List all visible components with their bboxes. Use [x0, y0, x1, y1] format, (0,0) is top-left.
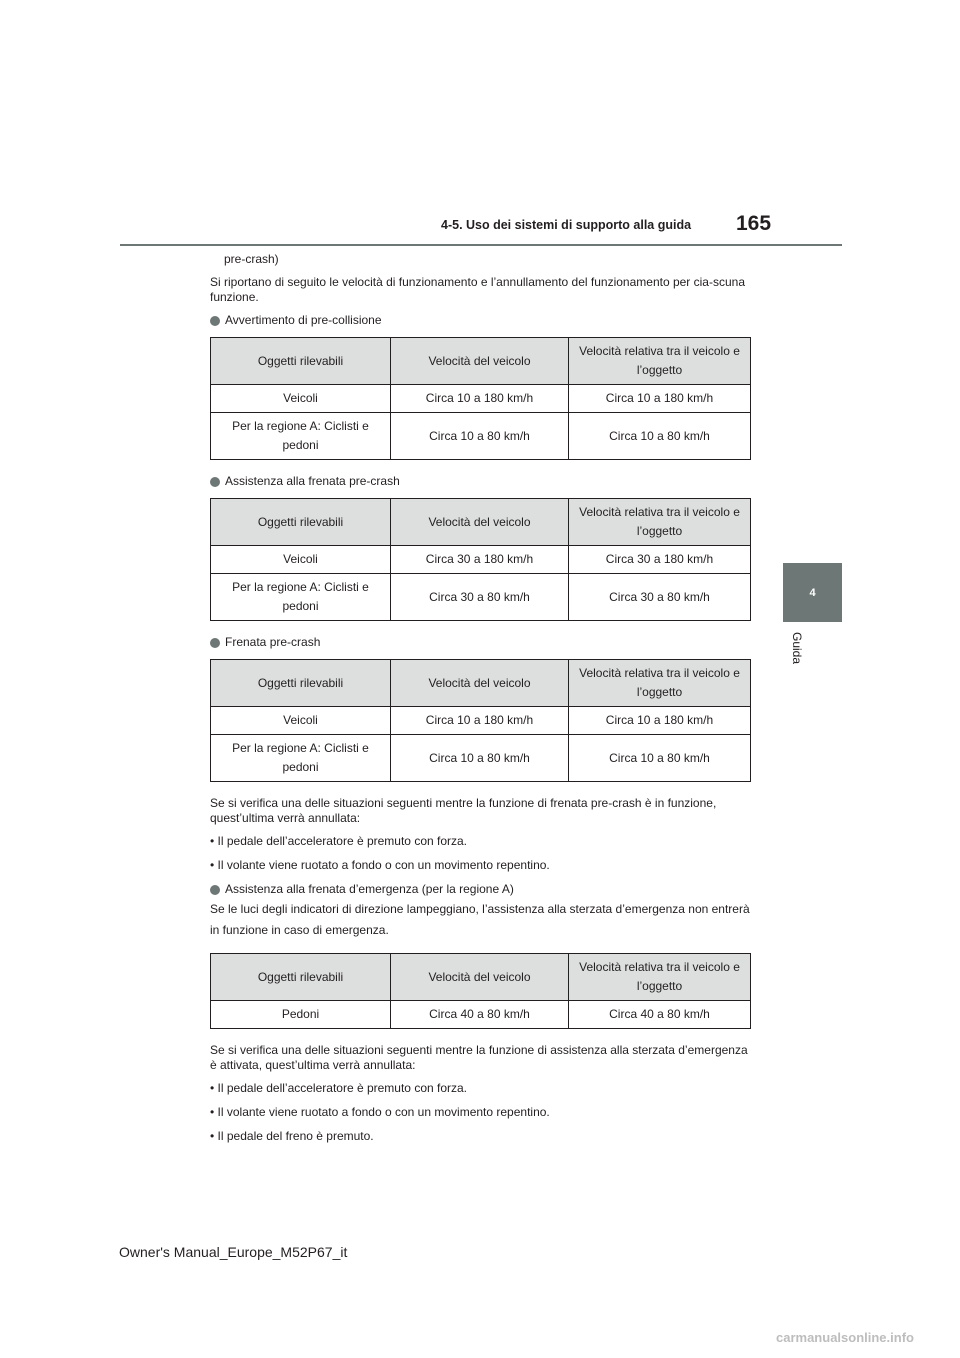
table-row [211, 735, 751, 782]
page-content [210, 252, 755, 1153]
section-heading-pre-collision-warning [210, 313, 755, 328]
table-row [211, 1001, 751, 1029]
header-detectable-objects: Oggetti rilevabili [211, 499, 391, 546]
page-number: 165 [736, 212, 772, 235]
header-detectable-objects: Oggetti rilevabili [211, 660, 391, 707]
bullet-dot-icon [210, 477, 220, 487]
table-cell: Per la regione A: Ciclisti e pedoni [211, 574, 391, 621]
section-heading-text: Assistenza alla frenata pre-crash [225, 474, 400, 488]
header-relative-speed: Velocità relativa tra il veicolo e l’oggetto [569, 954, 751, 1001]
section-heading-pre-crash-brake-assist [210, 474, 755, 489]
table-cell: Circa 30 a 180 km/h [569, 546, 751, 574]
header-divider [120, 244, 842, 246]
table-cell: Veicoli [211, 546, 391, 574]
table-cell: Circa 40 a 80 km/h [391, 1001, 569, 1029]
intro-text: Si riportano di seguito le velocità di funzionamento e l’annullamento del funzionamento per cia-scuna funzione. [210, 275, 745, 304]
table-cell: Circa 10 a 180 km/h [569, 385, 751, 413]
table-cell: Circa 10 a 180 km/h [391, 385, 569, 413]
table-cell: Circa 40 a 80 km/h [569, 1001, 751, 1029]
chapter-label: Guida [790, 632, 804, 665]
list-item: • Il pedale dell’acceleratore è premuto con forza. [210, 1081, 468, 1095]
table-cell: Circa 10 a 180 km/h [391, 707, 569, 735]
table-header-row [211, 499, 751, 546]
table-header-row [211, 954, 751, 1001]
emergency-brake-assist-table [210, 953, 751, 1029]
table-header-row [211, 338, 751, 385]
section-heading-pre-crash-brake [210, 635, 755, 650]
bullet-dot-icon [210, 885, 220, 895]
pre-crash-brake-table [210, 659, 751, 782]
header-vehicle-speed: Velocità del veicolo [391, 660, 569, 707]
table-cell: Circa 10 a 80 km/h [391, 735, 569, 782]
table-cell: Per la regione A: Ciclisti e pedoni [211, 413, 391, 460]
table-row [211, 574, 751, 621]
table-row [211, 413, 751, 460]
table-cell: Circa 30 a 180 km/h [391, 546, 569, 574]
section-heading-text: Avvertimento di pre-collisione [225, 313, 382, 327]
table-header-row [211, 660, 751, 707]
section-heading-text: Frenata pre-crash [225, 635, 321, 649]
table-cell: Circa 30 a 80 km/h [569, 574, 751, 621]
bullet-dot-icon [210, 316, 220, 326]
table-cell: Circa 10 a 80 km/h [569, 735, 751, 782]
section-title: 4-5. Uso dei sistemi di supporto alla guida [441, 218, 692, 232]
list-item: • Il pedale dell’acceleratore è premuto con forza. [210, 834, 468, 848]
pre-crash-brake-assist-table [210, 498, 751, 621]
table-cell: Circa 30 a 80 km/h [391, 574, 569, 621]
brake-cancel-text: Se si verifica una delle situazioni seguenti mentre la funzione di frenata pre-crash è in funzione, quest’ultima verrà annullata: [210, 796, 717, 825]
table-cell: Pedoni [211, 1001, 391, 1029]
table-cell: Veicoli [211, 385, 391, 413]
watermark: carmanualsonline.info [776, 1330, 914, 1345]
header-relative-speed: Velocità relativa tra il veicolo e l’oggetto [569, 338, 751, 385]
table-cell: Per la regione A: Ciclisti e pedoni [211, 735, 391, 782]
table-row [211, 707, 751, 735]
table-cell: Circa 10 a 80 km/h [569, 413, 751, 460]
bullet-dot-icon [210, 638, 220, 648]
list-item: • Il volante viene ruotato a fondo o con un movimento repentino. [210, 1105, 550, 1119]
header-vehicle-speed: Velocità del veicolo [391, 499, 569, 546]
pre-collision-warning-table [210, 337, 751, 460]
footer-manual-id: Owner's Manual_Europe_M52P67_it [119, 1244, 348, 1260]
table-cell: Veicoli [211, 707, 391, 735]
list-item: • Il volante viene ruotato a fondo o con un movimento repentino. [210, 858, 550, 872]
header-detectable-objects: Oggetti rilevabili [211, 954, 391, 1001]
intro-continuation: pre-crash) [224, 252, 279, 266]
header-relative-speed: Velocità relativa tra il veicolo e l’oggetto [569, 499, 751, 546]
header-relative-speed: Velocità relativa tra il veicolo e l’oggetto [569, 660, 751, 707]
section-heading-text: Assistenza alla frenata d’emergenza (per la regione A) [225, 882, 514, 896]
emergency-text: Se le luci degli indicatori di direzione lampeggiano, l’assistenza alla sterzata d’emergenza non entrerà in funzione in caso di emergenza. [210, 902, 750, 937]
table-cell: Circa 10 a 180 km/h [569, 707, 751, 735]
chapter-tab[interactable]: 4 [783, 563, 842, 622]
steer-cancel-text: Se si verifica una delle situazioni seguenti mentre la funzione di assistenza alla sterzata d’emergenza è attivata, quest’ultima verrà annullata: [210, 1043, 748, 1072]
table-cell: Circa 10 a 80 km/h [391, 413, 569, 460]
header-vehicle-speed: Velocità del veicolo [391, 338, 569, 385]
table-row [211, 385, 751, 413]
list-item: • Il pedale del freno è premuto. [210, 1129, 374, 1143]
section-heading-emergency-brake-assist [210, 882, 755, 897]
table-row [211, 546, 751, 574]
header-vehicle-speed: Velocità del veicolo [391, 954, 569, 1001]
header-detectable-objects: Oggetti rilevabili [211, 338, 391, 385]
